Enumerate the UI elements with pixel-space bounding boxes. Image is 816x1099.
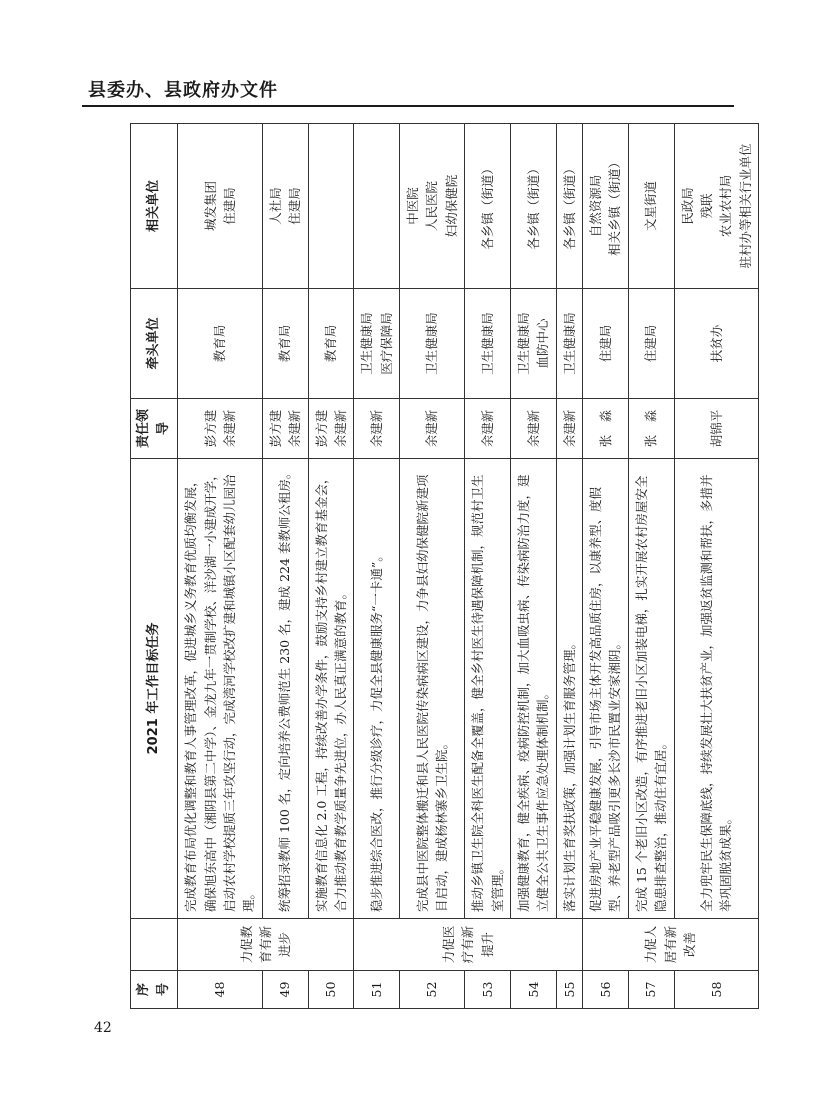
row-lead-unit: 卫生健康局 血防中心 [510, 289, 556, 399]
row-task: 推动乡镇卫生院全科医生配备全覆盖，健全乡村医生待遇保障机制，规范村卫生室管理。 [465, 459, 511, 919]
row-leader: 张 淼 [628, 399, 674, 459]
row-leader: 彭方建 余建新 [308, 399, 354, 459]
table-row [674, 124, 759, 1009]
row-leader: 余建新 [510, 399, 556, 459]
row-lead-unit: 教育局 [308, 289, 354, 399]
page-number: 42 [94, 1020, 112, 1036]
col-header-leader: 责任领导 [131, 399, 178, 459]
row-task: 加强健康教育，健全疾病、疫病防控机制，加大血吸虫病、传染病防治力度，建立健全公共卫生事件应急处理体制机制。 [510, 459, 556, 919]
row-seq: 50 [308, 971, 354, 1009]
row-related-unit: 各乡镇（街道） [465, 124, 511, 289]
row-seq: 51 [354, 971, 400, 1009]
row-related-unit: 民政局 残联 农业农村局 驻村办等相关行业单位 [674, 124, 759, 289]
row-leader: 余建新 [465, 399, 511, 459]
task-table-wrapper [130, 124, 753, 1009]
row-related-unit: 人社局 住建局 [262, 124, 308, 289]
row-related-unit: 中医院 人民医院 妇幼保健院 [400, 124, 465, 289]
row-related-unit: 文星街道 [628, 124, 674, 289]
row-leader: 胡锦平 [674, 399, 759, 459]
row-task: 落实计划生育奖扶政策，加强计划生育服务管理。 [556, 459, 582, 919]
header-divider [82, 105, 734, 107]
row-task: 促进房地产业平稳健康发展，引导市场主体开发高品质住房，以康养型、度假型、养老型产品吸引更多长沙市民置业安家湘阴。 [583, 459, 629, 919]
col-header-related-unit: 相关单位 [131, 124, 178, 289]
row-related-unit: 各乡镇（街道） [556, 124, 582, 289]
row-task: 统筹招录教师 100 名，定向培养公费师范生 230 名，建成 224 套教师公租房。 [262, 459, 308, 919]
document-header-title: 县委办、县政府办文件 [88, 80, 278, 101]
row-leader: 余建新 [354, 399, 400, 459]
row-leader: 彭方建 余建新 [178, 399, 263, 459]
row-related-unit [308, 124, 354, 289]
row-category: 力促教育有新进步 [178, 919, 354, 971]
row-seq: 49 [262, 971, 308, 1009]
row-seq: 54 [510, 971, 556, 1009]
task-table [130, 123, 759, 1009]
table-row [262, 124, 308, 1009]
table-row [354, 124, 400, 1009]
row-lead-unit: 扶贫办 [674, 289, 759, 399]
col-header-task: 2021 年工作目标任务 [131, 459, 178, 919]
row-lead-unit: 教育局 [178, 289, 263, 399]
row-lead-unit: 住建局 [583, 289, 629, 399]
table-row [465, 124, 511, 1009]
row-lead-unit: 卫生健康局 [465, 289, 511, 399]
row-task: 全力兜牢民生保障底线，持续发展壮大扶贫产业，加强返贫监测和帮扶，多措并举巩固脱贫成果。 [674, 459, 759, 919]
row-leader: 彭方建 余建新 [262, 399, 308, 459]
table-header-row [131, 124, 178, 1009]
row-seq: 52 [400, 971, 465, 1009]
row-related-unit: 自然资源局 相关乡镇（街道） [583, 124, 629, 289]
table-row [400, 124, 465, 1009]
row-lead-unit: 住建局 [628, 289, 674, 399]
row-seq: 58 [674, 971, 759, 1009]
row-related-unit [354, 124, 400, 289]
row-seq: 56 [583, 971, 629, 1009]
row-lead-unit: 卫生健康局 [400, 289, 465, 399]
row-lead-unit: 卫生健康局 [556, 289, 582, 399]
table-row [628, 124, 674, 1009]
row-task: 稳步推进综合医改，推行分级诊疗，力促全县健康服务“一卡通”。 [354, 459, 400, 919]
row-task: 完成县中医院整体搬迁和县人民医院传染病病区建设，力争县妇幼保健院新建项目启动，建成杨林寨乡卫生院。 [400, 459, 465, 919]
row-lead-unit: 教育局 [262, 289, 308, 399]
col-header-category [131, 919, 178, 971]
table-row [510, 124, 556, 1009]
row-seq: 57 [628, 971, 674, 1009]
row-leader: 余建新 [400, 399, 465, 459]
row-task: 实施教育信息化 2.0 工程，持续改善办学条件，鼓励支持乡村建立教育基金会，合力推动教育教学质量争先进位，办人民真正满意的教育。 [308, 459, 354, 919]
col-header-lead-unit: 牵头单位 [131, 289, 178, 399]
row-lead-unit: 卫生健康局 医疗保障局 [354, 289, 400, 399]
row-task: 完成教育布局优化调整和教育人事管理改革，促进城乡义务教育优质均衡发展，确保旭东高中（湘阴县第二中学）、金龙九年一贯制学校、洋沙湖一小建成开学，启动农村学校提质三年攻坚行动，完成湾河学校改扩建和城镇小区配套幼儿园治理。 [178, 459, 263, 919]
table-row [308, 124, 354, 1009]
table-row [556, 124, 582, 1009]
row-related-unit: 各乡镇（街道） [510, 124, 556, 289]
table-row [178, 124, 263, 1009]
row-seq: 53 [465, 971, 511, 1009]
row-category: 力促人居有新改善 [583, 919, 759, 971]
table-row [583, 124, 629, 1009]
row-category: 力促医疗有新提升 [354, 919, 583, 971]
row-task: 完成 15 个老旧小区改造，有序推进老旧小区加装电梯，扎实开展农村房屋安全隐患排查整治，推动住有宜居。 [628, 459, 674, 919]
row-leader: 张 淼 [583, 399, 629, 459]
row-seq: 55 [556, 971, 582, 1009]
row-seq: 48 [178, 971, 263, 1009]
col-header-seq: 序号 [131, 971, 178, 1009]
row-leader: 余建新 [556, 399, 582, 459]
row-related-unit: 城发集团 住建局 [178, 124, 263, 289]
